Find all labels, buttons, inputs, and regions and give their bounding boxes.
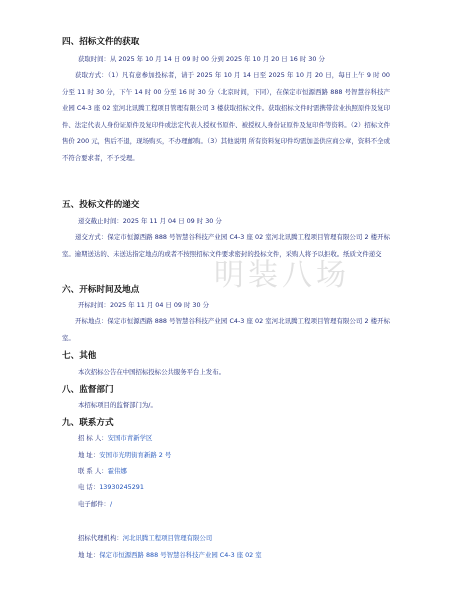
contact-row	[78, 467, 127, 475]
phone-value: 13930245291	[99, 483, 144, 491]
open-time: 开标时间：2025 年 11 月 04 日 09 时 30 分	[78, 301, 209, 309]
supervision-info: 本招标项目的监督部门为/。	[78, 401, 157, 409]
address-label: 地 址：	[78, 451, 100, 459]
tenderer-row	[78, 434, 152, 442]
contact-label: 联 系 人：	[78, 467, 108, 475]
agency-label: 招标代理机构：	[78, 534, 123, 542]
other-info: 本次招标公告在中国招标投标公共服务平台上发布。	[78, 368, 225, 376]
agency-address-label: 地 址：	[78, 551, 100, 559]
agency-value: 河北讯腾工程项目管理有限公司	[122, 534, 213, 542]
agency-address-row	[78, 551, 262, 559]
watermark: 明装八场	[214, 258, 350, 293]
submit-deadline: 递交截止时间：2025 年 11 月 04 日 09 时 30 分	[78, 217, 222, 225]
acquire-method-paragraph: 获取方式：（1）凡有意参加投标者，请于 2025 年 10 月 14 日至 2025 年 10 月 20 日，每日上午 9 时 00 分至 11 时 30 分，下午 14 时 00 分至 16 时 30 分（北京时间，下同），在保定市恒源西路 888 号智慧谷科技产业园 C4-3 座 02 室河北讯腾工程项目管理有限公司 3 楼获取招标文件。获取招标文件时需携带营业执照原件及复印件、法定代表人身份证原件及复印件或法定代表人授权书原件、被授权人身份证原件及复印件等资料。（2）招标文件售价 200 元，售后不退，现场购买，不办理邮购。（3）其他说明 所有资料复印件均需加盖供应商公章，资料不全或不符合要求者，不予受理。	[62, 71, 390, 162]
contact-value: 霍伟娜	[107, 467, 127, 475]
agency-address-value: 保定市恒源西路 888 号智慧谷科技产业园 C4-3 座 02 室	[99, 551, 262, 559]
address-row	[78, 451, 171, 459]
tenderer-value: 安国市青新学区	[107, 434, 153, 442]
submit-method-paragraph: 递交方式：保定市恒源西路 888 号智慧谷科技产业园 C4-3 座 02 室河北讯腾工程项目管理有限公司 2 楼开标室。逾期送达的、未送达指定地点的或者不按照招标文件要求密封的投标文件，采购人将予以拒收。纸质文件递交	[62, 233, 390, 258]
email-label: 电子邮件：	[78, 500, 110, 508]
email-row	[78, 500, 112, 508]
section-4-heading: 四、招标文件的获取	[62, 37, 140, 47]
address-value: 安国市光明街育新路 2 号	[99, 451, 172, 459]
section-9-heading: 九、联系方式	[62, 418, 114, 428]
section-5-heading: 五、投标文件的递交	[62, 200, 140, 210]
agency-row	[78, 534, 212, 542]
open-place-paragraph: 开标地点：保定市恒源西路 888 号智慧谷科技产业园 C4-3 座 02 室河北讯腾工程项目管理有限公司 2 楼开标室。	[62, 317, 390, 342]
acquire-time: 获取时间：从 2025 年 10 月 14 日 09 时 00 分到 2025 年 10 月 20 日 16 时 30 分	[78, 55, 325, 63]
phone-row	[78, 483, 144, 491]
phone-label: 电 话：	[78, 483, 100, 491]
email-value: /	[109, 500, 113, 508]
tenderer-label: 招 标 人：	[78, 434, 108, 442]
section-7-heading: 七、其他	[62, 351, 97, 361]
section-8-heading: 八、监督部门	[62, 385, 114, 395]
section-6-heading: 六、开标时间及地点	[62, 285, 140, 295]
